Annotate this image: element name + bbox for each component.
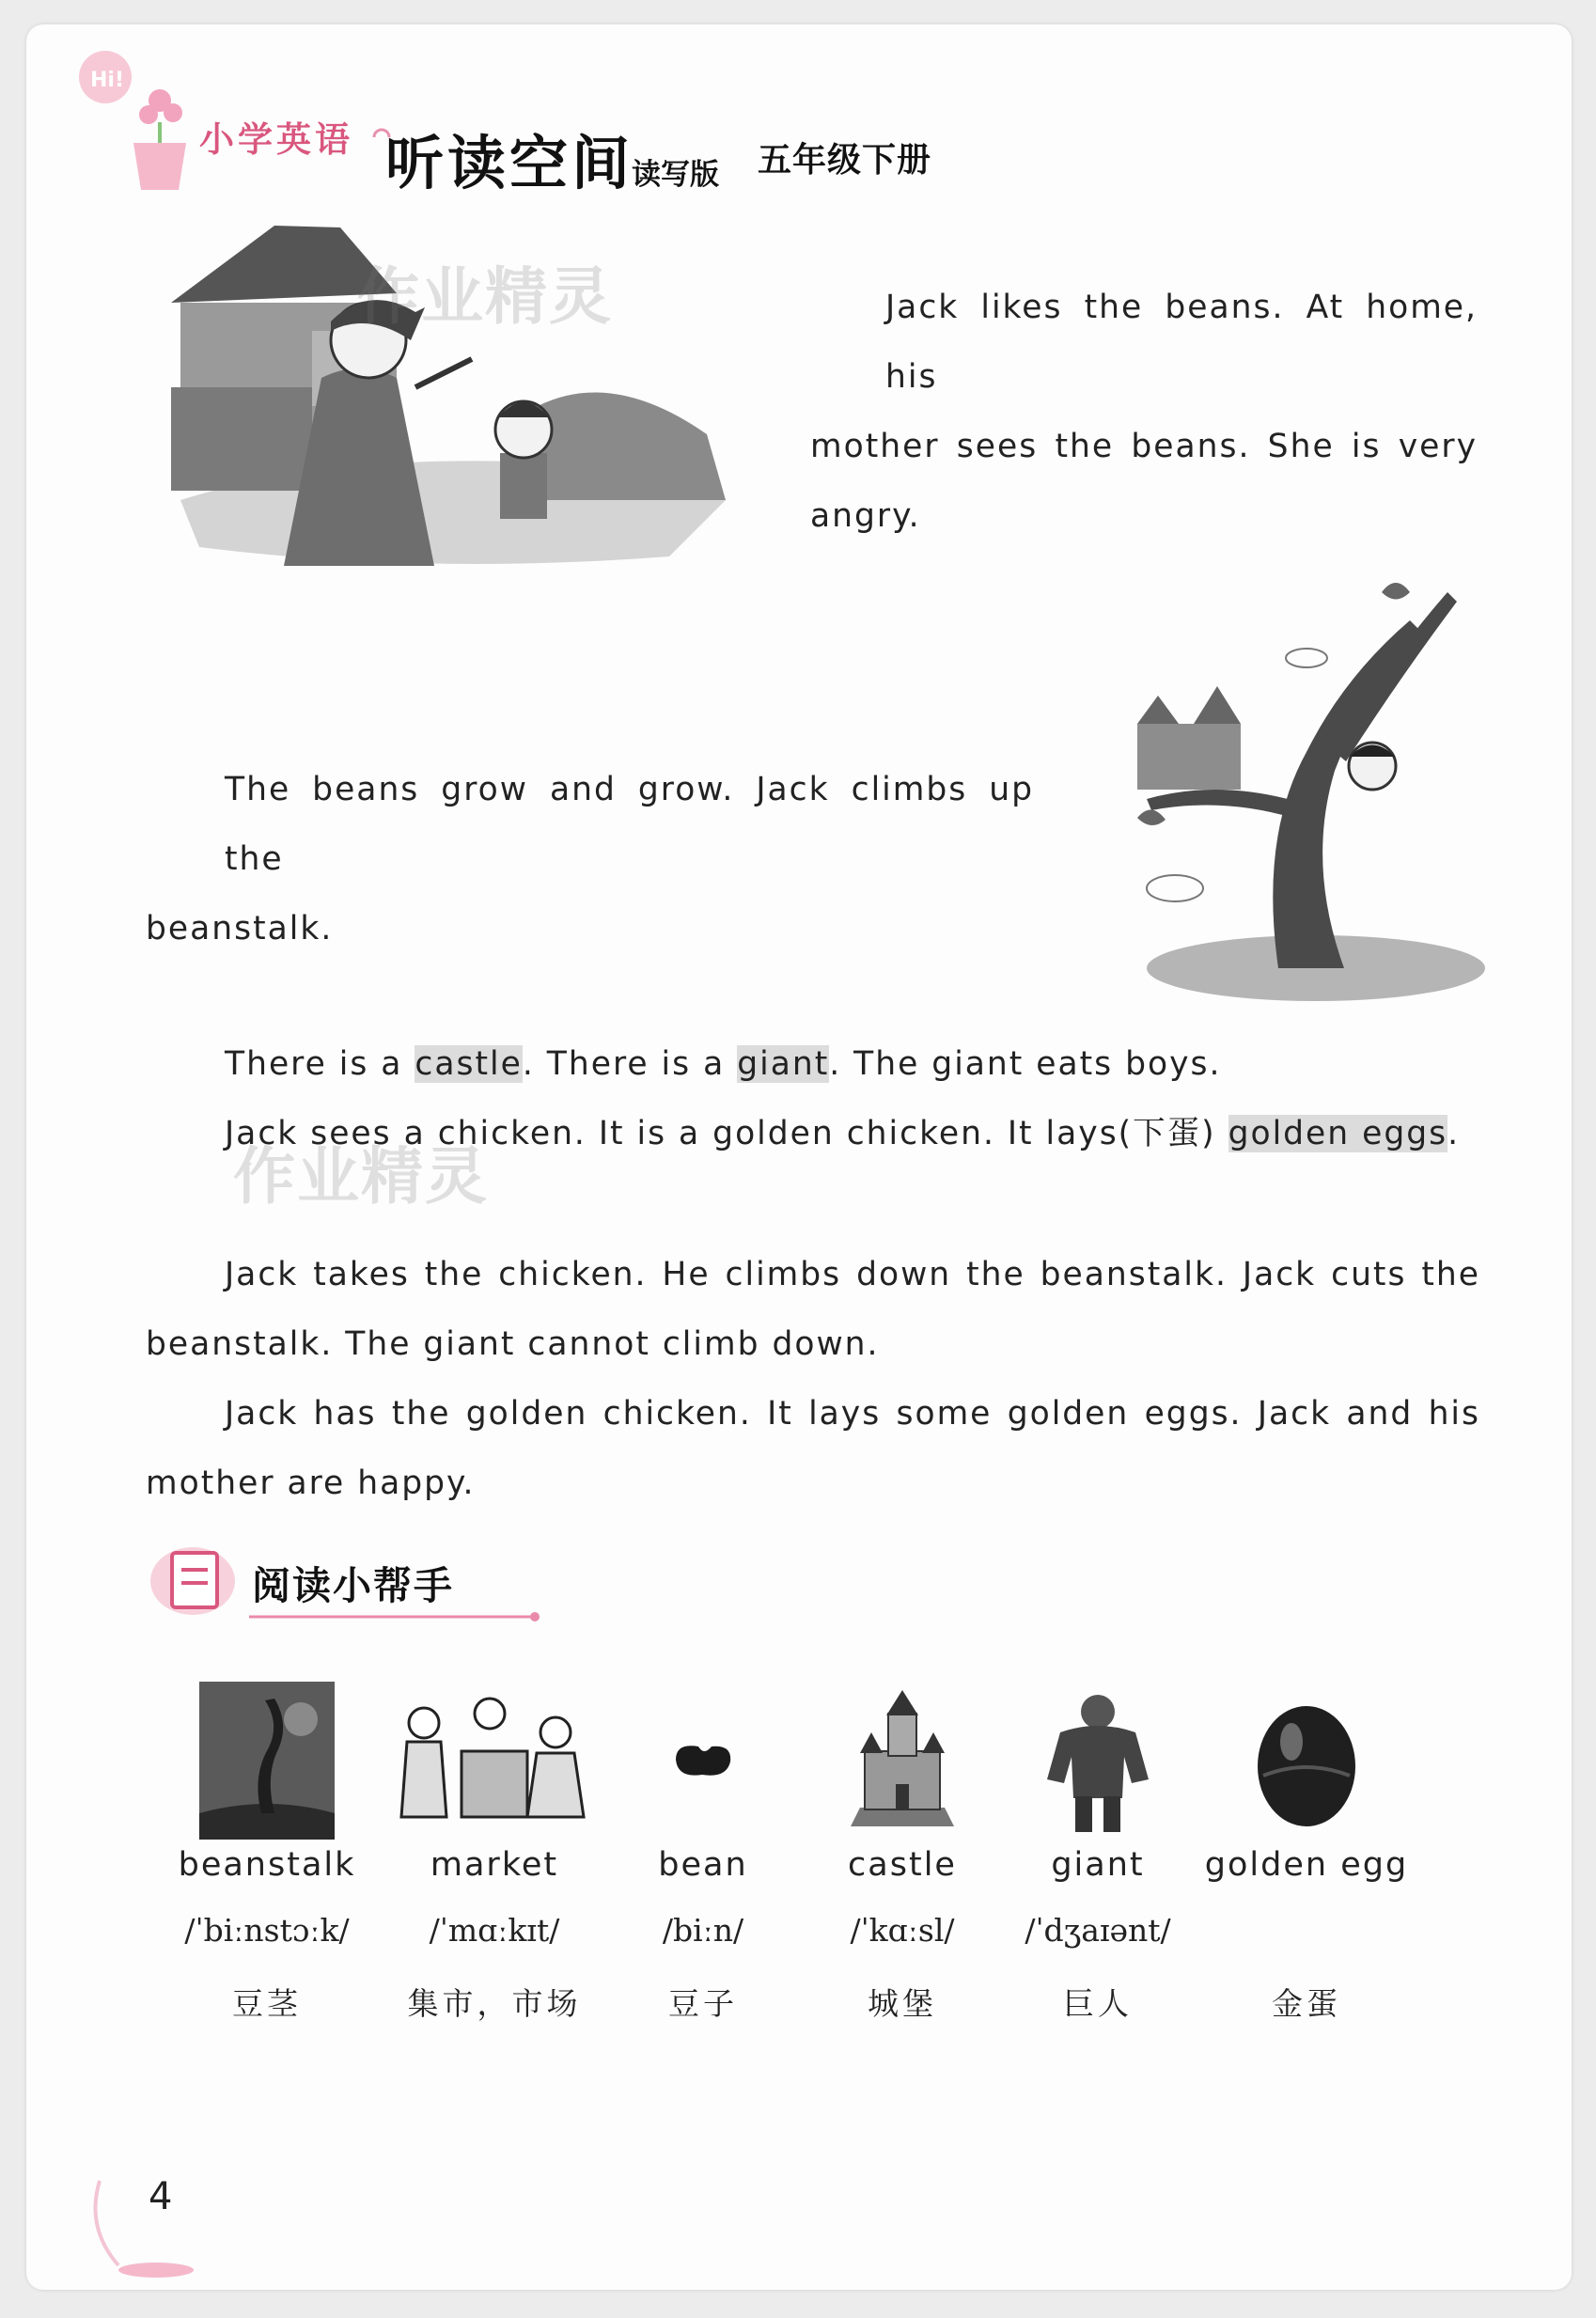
giant-image-icon xyxy=(985,1681,1211,1840)
p6-line-2: mother are happy. xyxy=(146,1464,476,1502)
vocab-meaning: 城堡 xyxy=(868,1985,937,2022)
vocab-word: giant xyxy=(1051,1846,1145,1884)
story-paragraph-2 xyxy=(146,755,1034,963)
vocab-item-giant xyxy=(985,1681,1211,2024)
p1-line-3: angry. xyxy=(810,497,921,535)
vocab-phonetic: /ˈdʒaɪənt/ xyxy=(1025,1912,1171,1949)
p2-line-2: beanstalk. xyxy=(146,910,334,948)
castle-image-icon xyxy=(790,1681,1015,1840)
story-paragraph-5 xyxy=(146,1240,1480,1518)
p1-line-1: Jack likes the beans. At home, his xyxy=(885,289,1478,396)
vocab-item-castle xyxy=(790,1681,1015,2024)
golden-eggs-highlight: golden eggs xyxy=(1228,1115,1448,1152)
vocab-meaning: 豆茎 xyxy=(232,1985,302,2022)
giant-highlight: giant xyxy=(737,1045,830,1083)
p3-text-3: . The giant eats boys. xyxy=(829,1045,1222,1083)
vocab-word: beanstalk xyxy=(178,1846,356,1884)
p5-line-2: beanstalk. The giant cannot climb down. xyxy=(146,1325,880,1363)
vocab-word: castle xyxy=(848,1846,957,1884)
book-grade: 五年级下册 xyxy=(758,141,932,180)
p3-line xyxy=(146,1029,1480,1099)
story-paragraph-1 xyxy=(810,273,1478,551)
vocab-word: bean xyxy=(658,1846,748,1884)
market-image-icon xyxy=(382,1681,607,1840)
reading-helper-title: 阅读小帮手 xyxy=(252,1563,454,1608)
hi-badge-text: Hi! xyxy=(90,69,124,92)
vocab-phonetic xyxy=(1194,1912,1419,1959)
vocab-phonetic: /ˈbiːnstɔːk/ xyxy=(184,1912,350,1949)
castle-highlight: castle xyxy=(415,1045,523,1083)
vocab-meaning: 巨人 xyxy=(1063,1985,1133,2022)
watermark-1: 作业精灵 xyxy=(357,260,613,333)
p3-text-1: There is a xyxy=(225,1045,415,1083)
beanstalk-image-icon xyxy=(154,1681,380,1840)
book-edition: 读写版 xyxy=(632,158,719,192)
vocab-word: golden egg xyxy=(1204,1846,1409,1884)
vocab-phonetic: /ˈkɑːsl/ xyxy=(850,1912,955,1949)
vocab-meaning: 豆子 xyxy=(668,1985,738,2022)
vocab-item-bean xyxy=(590,1681,816,2024)
vocab-phonetic: /ˈmɑːkɪt/ xyxy=(429,1912,560,1949)
p5-line-1: Jack takes the chicken. He climbs down the beanstalk. Jack cuts the xyxy=(225,1256,1480,1293)
book-title: 听读空间 xyxy=(385,129,634,197)
vocab-meaning: 集市，市场 xyxy=(407,1985,582,2022)
vocab-phonetic: /biːn/ xyxy=(662,1912,744,1949)
bean-image-icon xyxy=(590,1681,816,1840)
vocab-word: market xyxy=(430,1846,559,1884)
watermark-2: 作业精灵 xyxy=(233,1140,489,1213)
golden-egg-image-icon xyxy=(1194,1681,1419,1840)
series-name: 小学英语 xyxy=(199,119,353,160)
p3-text-2: . There is a xyxy=(522,1045,738,1083)
page-number: 4 xyxy=(149,2175,173,2218)
flower-pot-logo xyxy=(68,49,209,199)
p4-text-1: Jack sees a chicken. It is a golden chicken. It lays(下蛋) xyxy=(225,1115,1228,1152)
p6-line-1: Jack has the golden chicken. It lays some golden eggs. Jack and his xyxy=(225,1395,1480,1433)
vocab-meaning: 金蛋 xyxy=(1272,1985,1341,2022)
beanstalk-illustration xyxy=(1100,555,1485,1015)
vocab-item-golden-egg xyxy=(1194,1681,1419,2024)
p2-line-1: The beans grow and grow. Jack climbs up the xyxy=(225,771,1034,878)
vocab-item-beanstalk xyxy=(154,1681,380,2024)
p1-line-2: mother sees the beans. She is very xyxy=(810,428,1478,465)
p4-text-2: . xyxy=(1447,1115,1461,1152)
vocab-item-market xyxy=(382,1681,607,2024)
